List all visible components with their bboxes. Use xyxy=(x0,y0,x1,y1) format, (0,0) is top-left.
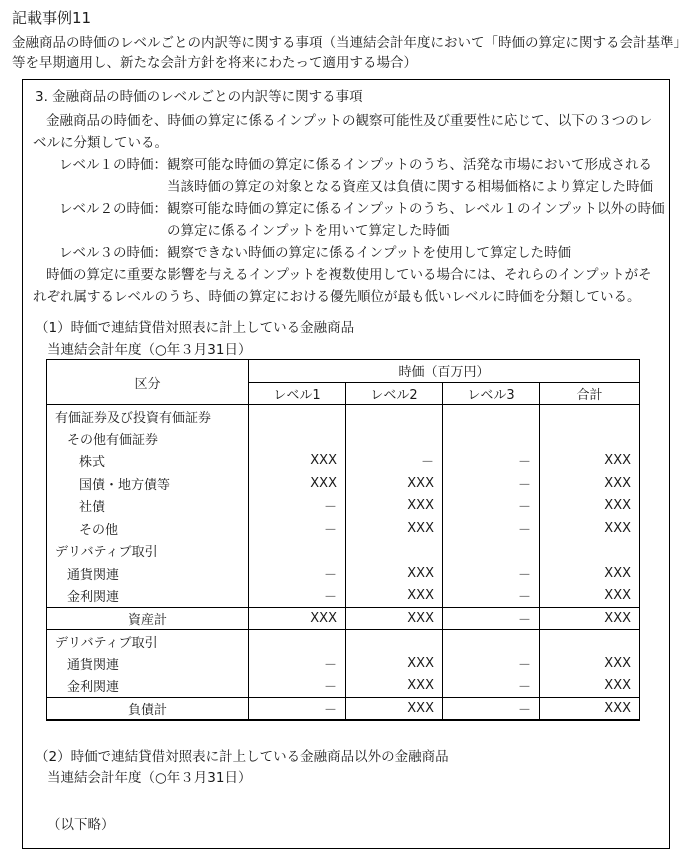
cell-total: XXX xyxy=(540,517,640,540)
level-term: レベル２の時価： xyxy=(59,201,167,217)
section-intro xyxy=(33,110,665,308)
row-label: デリバティブ取引 xyxy=(47,630,249,653)
row-label: その他 xyxy=(47,517,249,540)
table-row xyxy=(47,585,640,608)
cell-total: XXX xyxy=(540,585,640,608)
cell-level3: － xyxy=(443,495,540,518)
cell-level2: XXX xyxy=(346,607,443,630)
cell-level3 xyxy=(443,405,540,428)
cell-level3: － xyxy=(443,562,540,585)
subsection-2-heading: （2）時価で連結貸借対照表に計上している金融商品以外の金融商品 xyxy=(35,749,449,765)
cell-total xyxy=(540,427,640,450)
liability-total-row xyxy=(47,697,640,720)
cell-level1: － xyxy=(249,697,346,720)
table-row xyxy=(47,472,640,495)
row-label: 社債 xyxy=(47,495,249,518)
cell-level2: XXX xyxy=(346,562,443,585)
table-row xyxy=(47,450,640,473)
header-total: 合計 xyxy=(540,382,640,405)
case-title: 記載事例11 xyxy=(12,9,92,27)
table-row xyxy=(47,540,640,563)
cell-total: XXX xyxy=(540,652,640,675)
row-label: 有価証券及び投資有価証券 xyxy=(47,405,249,428)
cell-total: XXX xyxy=(540,607,640,630)
level-definition-3 xyxy=(33,242,665,264)
cell-level3: － xyxy=(443,607,540,630)
cell-level1 xyxy=(249,405,346,428)
cell-total: XXX xyxy=(540,697,640,720)
cell-level2: XXX xyxy=(346,472,443,495)
cell-level1 xyxy=(249,427,346,450)
table-row xyxy=(47,495,640,518)
cell-level2 xyxy=(346,540,443,563)
cell-level2: XXX xyxy=(346,517,443,540)
omitted-note: （以下略） xyxy=(47,817,115,833)
row-label: 金利関連 xyxy=(47,585,249,608)
cell-total: XXX xyxy=(540,450,640,473)
header-level3: レベル3 xyxy=(443,382,540,405)
cell-total: XXX xyxy=(540,495,640,518)
table-row xyxy=(47,675,640,698)
cell-level3 xyxy=(443,540,540,563)
level-term: レベル１の時価： xyxy=(59,157,167,173)
header-category: 区分 xyxy=(47,360,249,405)
header-level1: レベル1 xyxy=(249,382,346,405)
row-label: 資産計 xyxy=(47,607,249,630)
table-row xyxy=(47,652,640,675)
table-row xyxy=(47,562,640,585)
cell-level2 xyxy=(346,630,443,653)
cell-level3: － xyxy=(443,472,540,495)
cell-level1: XXX xyxy=(249,472,346,495)
cell-level1: － xyxy=(249,517,346,540)
row-label: デリバティブ取引 xyxy=(47,540,249,563)
cell-level3: － xyxy=(443,585,540,608)
cell-total xyxy=(540,405,640,428)
cell-level1: XXX xyxy=(249,450,346,473)
cell-level1 xyxy=(249,540,346,563)
header-fair-value: 時価（百万円） xyxy=(249,360,640,383)
table-row xyxy=(47,405,640,428)
row-label: 金利関連 xyxy=(47,675,249,698)
cell-level3: － xyxy=(443,517,540,540)
cell-total: XXX xyxy=(540,562,640,585)
cell-level2: XXX xyxy=(346,495,443,518)
table-row xyxy=(47,517,640,540)
cell-level2: XXX xyxy=(346,652,443,675)
cell-total: XXX xyxy=(540,675,640,698)
level-description: 観察可能な時価の算定に係るインプットのうち、レベル１のインプット以外の時価の算定に係るインプットを用いて算定した時価 xyxy=(167,201,665,239)
cell-level3: － xyxy=(443,652,540,675)
header-level2: レベル2 xyxy=(346,382,443,405)
cell-level1: － xyxy=(249,562,346,585)
row-label: 負債計 xyxy=(47,697,249,720)
cell-level2: XXX xyxy=(346,675,443,698)
subsection-1-date: 当連結会計年度（○年３月31日） xyxy=(47,342,252,358)
level-definition-1 xyxy=(33,154,665,198)
cell-level1: XXX xyxy=(249,607,346,630)
row-label: 通貨関連 xyxy=(47,562,249,585)
cell-level3: － xyxy=(443,675,540,698)
level-description: 観察可能な時価の算定に係るインプットのうち、活発な市場において形成される当該時価の算定の対象となる資産又は負債に関する相場価格により算定した時価 xyxy=(167,157,653,195)
closing-paragraph: 時価の算定に重要な影響を与えるインプットを複数使用している場合には、それらのインプットがそれぞれ属するレベルのうち、時価の算定における優先順位が最も低いレベルに時価を分類している。 xyxy=(33,267,652,305)
level-definition-2 xyxy=(33,198,665,242)
row-label: 通貨関連 xyxy=(47,652,249,675)
row-label: 株式 xyxy=(47,450,249,473)
cell-level1 xyxy=(249,630,346,653)
cell-level2: － xyxy=(346,450,443,473)
cell-level1: － xyxy=(249,585,346,608)
cell-level2: XXX xyxy=(346,585,443,608)
cell-level3: － xyxy=(443,697,540,720)
cell-level3 xyxy=(443,630,540,653)
table-row xyxy=(47,427,640,450)
cell-level3: － xyxy=(443,450,540,473)
section-heading: 3. 金融商品の時価のレベルごとの内訳等に関する事項 xyxy=(35,89,363,105)
row-label: 国債・地方債等 xyxy=(47,472,249,495)
cell-level1: － xyxy=(249,495,346,518)
level-term: レベル３の時価： xyxy=(59,245,167,261)
table-row xyxy=(47,630,640,653)
case-subtitle: 金融商品の時価のレベルごとの内訳等に関する事項（当連結会計年度において「時価の算定に関する会計基準」等を早期適用し、新たな会計方針を将来にわたって適用する場合） xyxy=(12,35,687,71)
cell-level1: － xyxy=(249,675,346,698)
cell-total: XXX xyxy=(540,472,640,495)
cell-level2: XXX xyxy=(346,697,443,720)
disclosure-box xyxy=(22,79,670,849)
asset-total-row xyxy=(47,607,640,630)
cell-level3 xyxy=(443,427,540,450)
cell-level2 xyxy=(346,405,443,428)
cell-level1: － xyxy=(249,652,346,675)
cell-total xyxy=(540,630,640,653)
cell-total xyxy=(540,540,640,563)
level-description: 観察できない時価の算定に係るインプットを使用して算定した時価 xyxy=(167,245,572,261)
intro-paragraph: 金融商品の時価を、時価の算定に係るインプットの観察可能性及び重要性に応じて、以下の３つのレベルに分類している。 xyxy=(33,113,653,151)
subsection-1-heading: （1）時価で連結貸借対照表に計上している金融商品 xyxy=(35,320,355,336)
row-label: その他有価証券 xyxy=(47,427,249,450)
fair-value-table xyxy=(46,359,640,721)
cell-level2 xyxy=(346,427,443,450)
subsection-2-date: 当連結会計年度（○年３月31日） xyxy=(47,770,252,786)
